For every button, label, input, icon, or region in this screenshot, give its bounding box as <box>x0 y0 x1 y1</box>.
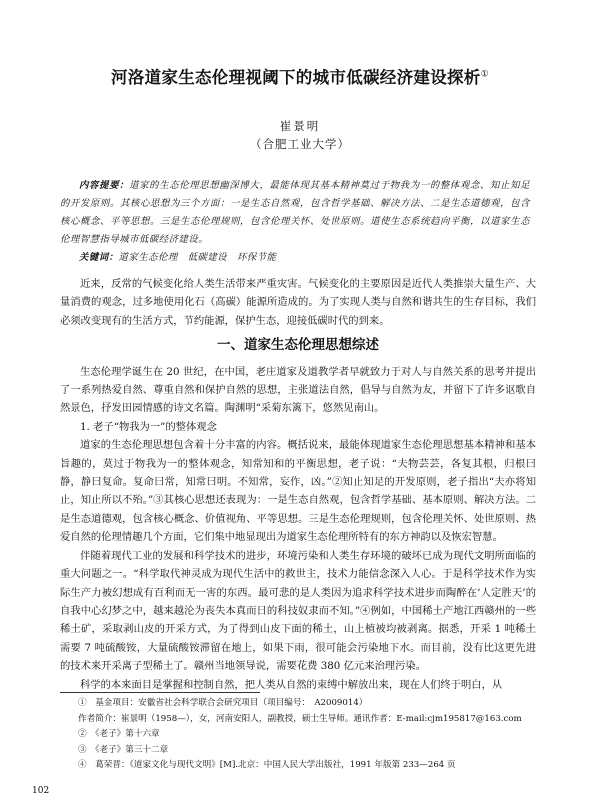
article-body <box>60 275 536 694</box>
body-paragraph-2: 道家的生态伦理思想包含着十分丰富的内容。概括说来，最能体现道家生态伦理思想基本精神和基本旨趣的，莫过于物我为一的整体观念，知常知和的平衡思想，老子说：“夫物芸芸，各复其根，归根曰静，静曰复命。复命曰常，知常曰明。不知常，妄作，凶。”②知止知足的开发原则，老子指出“夫亦将知止，知止所以不殆。”③其核心思想还表现为：一是生态自然观，包含哲学基础、基本原则、解决方法。二是生态道德观，包含核心概念、价值视角、平等思想。三是生态伦理规则，包含伦理关怀、处世原则、热爱自然的伦理情趣几个方面，它们集中地显现出为道家生态伦理所特有的东方神韵以及恢宏智慧。 <box>60 439 536 544</box>
abstract-block <box>60 177 530 267</box>
keywords-text: 道家生态伦理 低碳建设 环保节能 <box>118 252 277 263</box>
abstract-text: 道家的生态伦理思想幽深博大，最能体现其基本精神莫过于物我为一的整体观念、知止知足的开发原则。其核心思想为三个方面：一是生态自然观，包含哲学基础、解决方法、二是生态道德观，包含核心概念、平等思想。三是生态伦理规则，包含伦理关怀、处世原则。道使生态系统趋向平衡，以道家生态伦理智慧指导城市低碳经济建设。 <box>60 180 530 245</box>
body-paragraph-1: 生态伦理学诞生在 20 世纪，在中国，老庄道家及道教学者早就致力于对人与自然关系的思考并提出了一系列热爱自然、尊重自然和保护自然的思想，主张道法自然，倡导与自然为友，并留下了许多讴歌自然景色，抒发田园情感的诗文名篇。陶渊明“采菊东篱下，悠然见南山。 <box>60 365 536 415</box>
subsection-heading-1: 1. 老子“物我为一”的整体观念 <box>80 420 217 433</box>
author-name: 崔景明 <box>279 119 321 133</box>
keywords-line <box>60 249 530 267</box>
title-footnote-marker: ① <box>480 69 489 80</box>
footnote-4: ④ 葛荣晋：《道家文化与现代文明》[M].北京：中国人民大学出版社，1991 年版第 233—264 页 <box>78 760 456 770</box>
footnote-2: ② 《老子》第十六章 <box>78 729 160 739</box>
body-paragraph-3: 伴随着现代工业的发展和科学技术的进步，环境污染和人类生存环境的破坏已成为现代文明所面临的重大问题之一。“科学取代神灵成为现代生活中的救世主，技术力能信念深入人心。于是科学技术作为实际生产力被幻想成有百利而无一害的东西。最可悲的是人类因为追求科学技术进步而陶醉在‘人定胜天’的自我中心幻梦之中，越来越沦为丧失本真而日的科技奴隶而不知。”④例如，中国稀土产地江西赣州的一些稀土矿，采取剥山皮的开采方式，为了得到山皮下面的稀土，山上植被均被剥离。据悉，开采 1 吨稀土需要 7 吨硫酸铵，大量硫酸铵滞留在地上，如果下雨，很可能会污染地下水。而目前，没有比这更先进的技术来开采离子型稀土了。赣州当地领导说，需要花费 380 亿元来治理污染。 <box>60 549 536 673</box>
footnote-divider <box>60 692 260 693</box>
body-paragraph-4: 科学的本来面目是掌握和控制自然，把人类从自然的束缚中解放出来，现在人们终于明白，从 <box>80 678 503 691</box>
footnote-3: ③ 《老子》第三十二章 <box>78 744 169 755</box>
abstract-paragraph <box>60 177 530 249</box>
article-title <box>40 64 560 88</box>
page-number: 102 <box>32 786 50 796</box>
abstract-label: 内容提要： <box>79 180 130 191</box>
footnotes <box>60 696 540 774</box>
intro-paragraph: 近来，反常的气候变化给人类生活带来严重灾害。气候变化的主要原因是近代人类推崇大量生产、大量消费的观念，过多地使用化石（高碳）能源所造成的。为了实现人类与自然和谐共生的生存目标，我们必须改变现有的生活方式，节约能源，保护生态，迎接低碳时代的到来。 <box>60 278 536 327</box>
footnote-author-bio: 作者简介：崔景明（1958—），女，河南安阳人，副教授，硕士生导师。通讯作者：E-mail:cjm195817@163.com <box>78 713 522 724</box>
keywords-label: 关键词： <box>79 252 119 263</box>
footnote-funding: ① 基金项目：安徽省社会科学联合会研究项目（项目编号： A2009014） <box>78 698 368 708</box>
author-affiliation: （合肥工业大学） <box>250 137 350 151</box>
title-text: 河洛道家生态伦理视阈下的城市低碳经济建设探析 <box>111 68 481 87</box>
section-heading-1: 一、道家生态伦理思想综述 <box>217 337 379 354</box>
